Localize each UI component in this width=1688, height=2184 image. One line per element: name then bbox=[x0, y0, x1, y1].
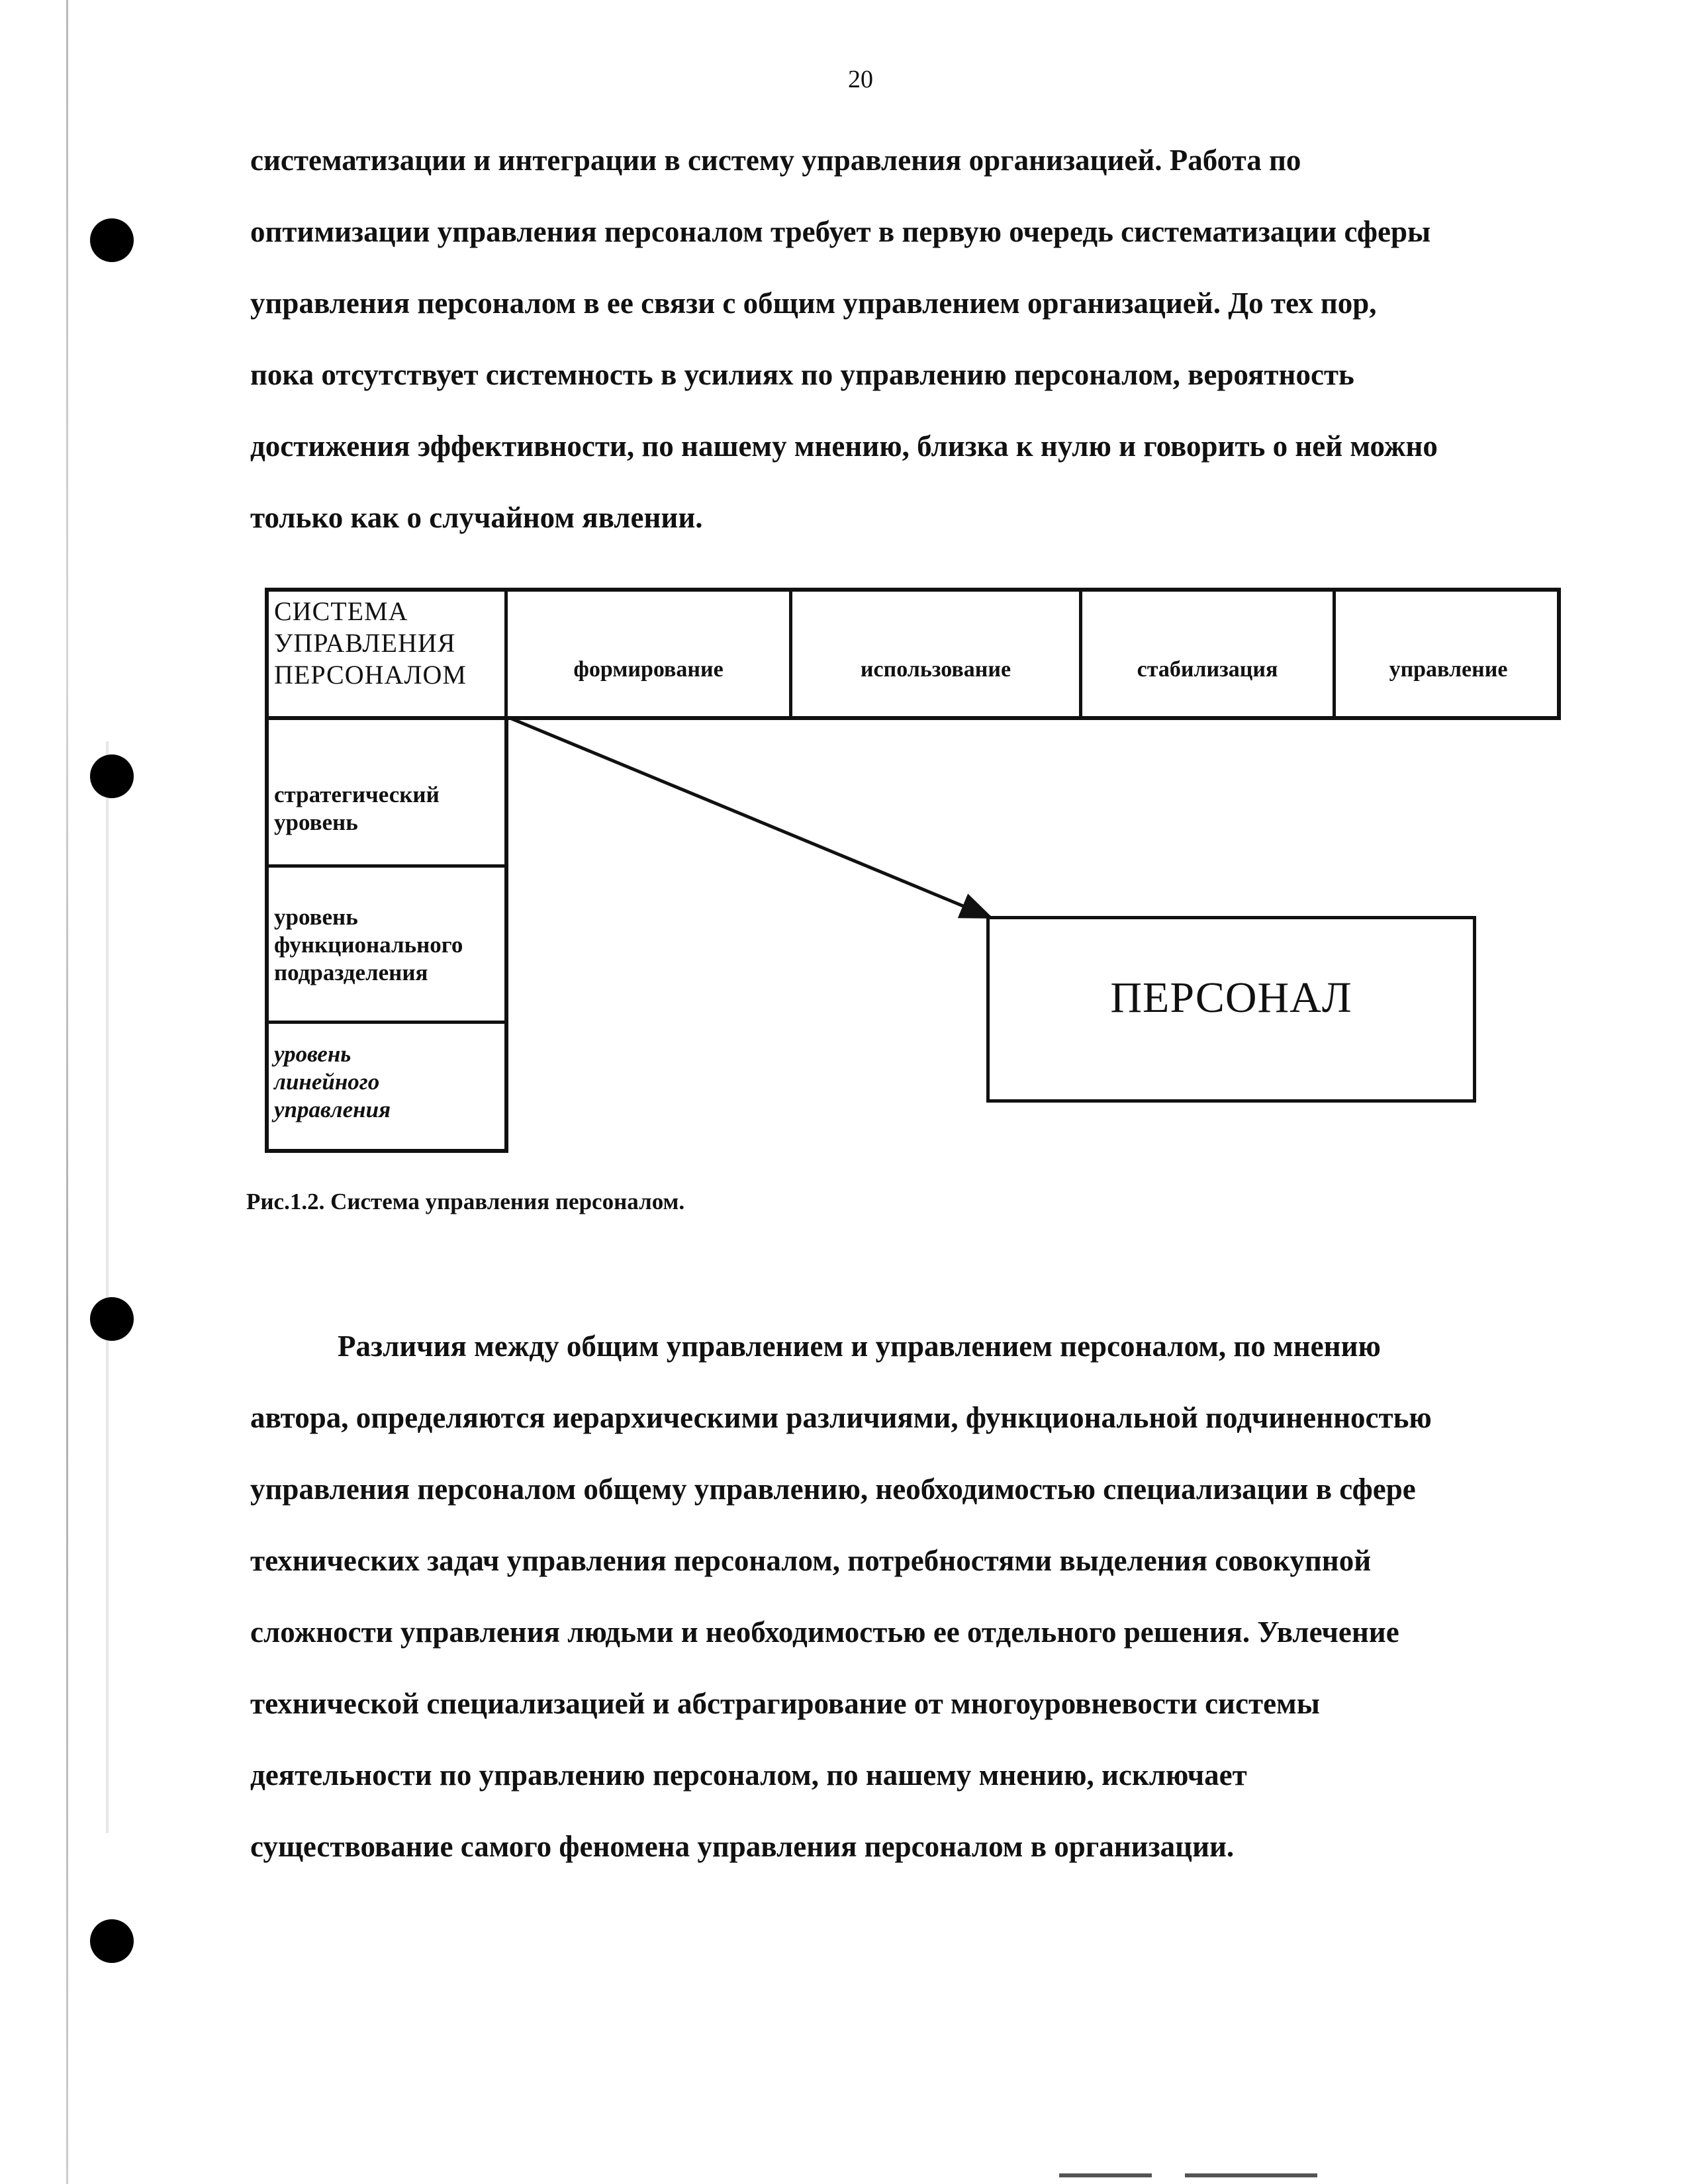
level-text-line: уровень bbox=[274, 809, 358, 835]
personnel-label: ПЕРСОНАЛ bbox=[1110, 974, 1352, 1022]
text-line: пока отсутствует системность в усилиях по управлению персоналом, вероятность bbox=[250, 358, 1354, 391]
paragraph-differences bbox=[250, 1310, 1561, 1882]
text-line: систематизации и интеграции в систему управления организацией. Работа по bbox=[250, 144, 1301, 177]
level-text-line: функционального bbox=[274, 932, 463, 958]
level-text-line: линейного bbox=[274, 1069, 380, 1095]
header-title-line: СИСТЕМА bbox=[274, 596, 408, 626]
level-text-line: управления bbox=[274, 1097, 391, 1122]
text-line: сложности управления людьми и необходимостью ее отдельного решения. Увлечение bbox=[250, 1615, 1399, 1649]
level-text-line: уровень bbox=[274, 904, 358, 930]
column-label-stabilization: стабилизация bbox=[1137, 657, 1278, 682]
column-label-formation: формирование bbox=[573, 657, 724, 682]
level-text-line: стратегический bbox=[274, 782, 440, 807]
text-line: технических задач управления персоналом, потребностями выделения совокупной bbox=[250, 1544, 1372, 1577]
column-label-management: управление bbox=[1389, 657, 1508, 682]
text-line: оптимизации управления персоналом требует в первую очередь систематизации сферы bbox=[250, 215, 1431, 248]
level-text-line: подразделения bbox=[274, 960, 428, 985]
text-line: технической специализацией и абстрагирование от многоуровневости системы bbox=[250, 1687, 1320, 1720]
text-line: автора, определяются иерархическими различиями, функциональной подчиненностью bbox=[250, 1401, 1432, 1434]
text-line: только как о случайном явлении. bbox=[250, 501, 703, 534]
text-line: деятельности по управлению персоналом, по нашему мнению, исключает bbox=[250, 1758, 1247, 1792]
header-title-line: УПРАВЛЕНИЯ bbox=[274, 628, 456, 658]
text-line: управления персоналом в ее связи с общим управлением организацией. До тех пор, bbox=[250, 287, 1377, 320]
text-line: управления персоналом общему управлению, необходимостью специализации в сфере bbox=[250, 1473, 1416, 1506]
text-line: достижения эффективности, по нашему мнению, близка к нулю и говорить о ней можно bbox=[250, 430, 1438, 463]
page-number: 20 bbox=[848, 66, 873, 93]
arrow-to-personnel bbox=[508, 717, 990, 917]
text-line: существование самого феномена управления персоналом в организации. bbox=[250, 1830, 1235, 1863]
text-line: Различия между общим управлением и управлением персоналом, по мнению bbox=[338, 1330, 1381, 1363]
header-title-line: ПЕРСОНАЛОМ bbox=[274, 660, 467, 690]
column-label-usage: использование bbox=[860, 657, 1011, 682]
level-text-line: уровень bbox=[274, 1041, 352, 1067]
figure-caption: Рис.1.2. Система управления персоналом. bbox=[246, 1189, 685, 1214]
